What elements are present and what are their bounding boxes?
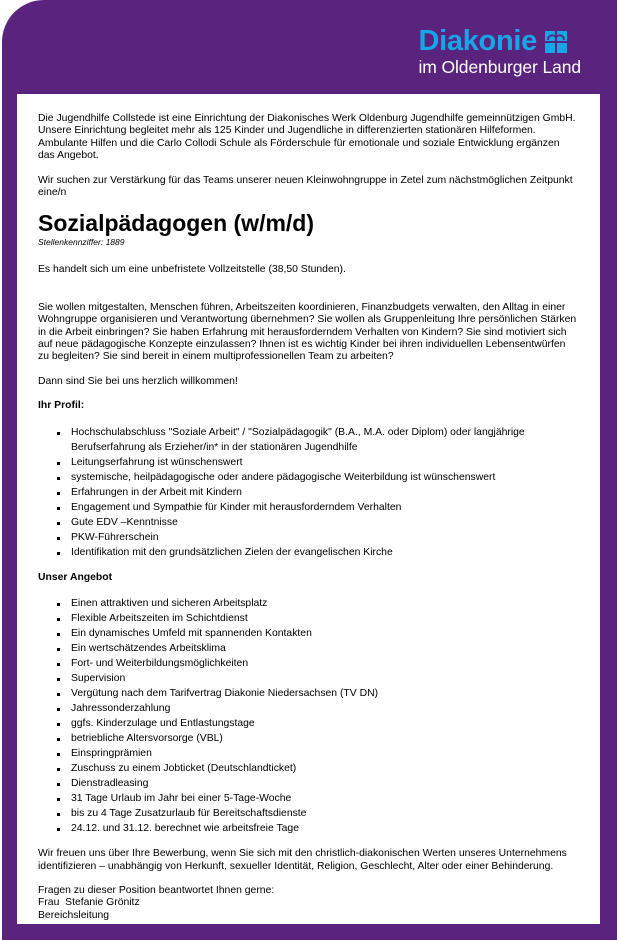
list-item: Leitungserfahrung ist wünschenswert	[71, 455, 579, 470]
employment-type: Es handelt sich um eine unbefristete Vollzeitstelle (38,50 Stunden).	[38, 264, 346, 276]
list-item: PKW-Führerschein	[71, 530, 579, 545]
list-item: 24.12. und 31.12. berechnet wie arbeitsfreie Tage	[71, 821, 579, 836]
list-item: Einspringprämien	[71, 746, 579, 761]
list-item: Fort- und Weiterbildungsmöglichkeiten	[71, 656, 579, 671]
contact-role: Bereichsleitung	[38, 909, 110, 921]
list-item: Erfahrungen in der Arbeit mit Kindern	[71, 485, 579, 500]
list-item: systemische, heilpädagogische oder andere pädagogische Weiterbildung ist wünschenswert	[71, 470, 579, 485]
diversity-statement: Wir freuen uns über Ihre Bewerbung, wenn Sie sich mit den christlich-diakonischen Werten unseres Unternehmens identifizieren – unabhängig von Herkunft, sexueller Identität, Religion, Geschlecht, Alter oder einer Behinderung.	[38, 848, 567, 872]
list-item: Gute EDV –Kenntnisse	[71, 515, 579, 530]
list-item: Einen attraktiven und sicheren Arbeitsplatz	[71, 596, 579, 611]
list-item: 31 Tage Urlaub im Jahr bei einer 5-Tage-Woche	[71, 791, 579, 806]
contact-name: Frau Stefanie Grönitz	[38, 897, 140, 909]
job-description: Sie wollen mitgestalten, Menschen führen, Arbeitszeiten koordinieren, Finanzbudgets verwalten, den Alltag in einer Wohngruppe organisieren und Verantwortung übernehmen? Sie wollen als Gruppenleitung Ihre persönlichen Stärken in die Arbeit einbringen? Sie haben Erfahrung mit herausforderndem Verhalten von Kindern? Sie sind motiviert sich auf neue pädagogische Konzepte einzulassen? Ihnen ist es wichtig Kinder bei ihren individuellen Lebensentwürfen zu begleiten? Sie sind bereit in einem multiprofessionellen Team zu arbeiten?	[38, 301, 577, 363]
profile-heading: Ihr Profil:	[38, 400, 85, 412]
list-item: ggfs. Kinderzulage und Entlastungstage	[71, 716, 579, 731]
intro-paragraph: Die Jugendhilfe Collstede ist eine Einrichtung der Diakonisches Werk Oldenburg Jugendhilfe gemeinnützigen GmbH. Unsere Einrichtung begleitet mehr als 125 Kinder und Jugendliche in differenzierten stationären Hilfeformen. Ambulante Hilfen und die Carlo Collodi Schule als Förderschule für emotionale und soziale Entwicklung ergänzen das Angebot.	[38, 113, 576, 162]
diakonie-cross-icon	[545, 31, 567, 53]
list-item: Hochschulabschluss "Soziale Arbeit" / "Sozialpädagogik" (B.A., M.A. oder Diplom) oder langjährige Berufserfahrung als Erzieher/in* in der stationären Jugendhilfe	[71, 425, 579, 455]
list-item: Ein dynamisches Umfeld mit spannenden Kontakten	[71, 626, 579, 641]
list-item: Vergütung nach dem Tarifvertrag Diakonie Niedersachsen (TV DN)	[71, 686, 579, 701]
search-paragraph: Wir suchen zur Verstärkung für das Teams unserer neuen Kleinwohngruppe in Zetel zum nächstmöglichen Zeitpunkt eine/n	[38, 174, 573, 199]
job-title: Sozialpädagogen (w/m/d)	[38, 210, 315, 237]
list-item: Engagement und Sympathie für Kinder mit herausforderndem Verhalten	[71, 500, 579, 515]
list-item: Ein wertschätzendes Arbeitsklima	[71, 641, 579, 656]
contact-intro: Fragen zu dieser Position beantwortet Ihnen gerne:	[38, 884, 275, 896]
profile-list	[38, 425, 579, 560]
job-posting-content	[17, 94, 600, 924]
list-item: betriebliche Altersvorsorge (VBL)	[71, 731, 579, 746]
offer-list	[38, 596, 579, 836]
welcome-text: Dann sind Sie bei uns herzlich willkommen!	[38, 375, 238, 387]
job-reference-number: Stellenkennziffer: 1889	[38, 237, 125, 248]
list-item: Supervision	[71, 671, 579, 686]
list-item: Jahressonderzahlung	[71, 701, 579, 716]
list-item: bis zu 4 Tage Zusatzurlaub für Bereitschaftsdienste	[71, 806, 579, 821]
diakonie-logo	[418, 27, 581, 77]
list-item: Dienstradleasing	[71, 776, 579, 791]
list-item: Flexible Arbeitszeiten im Schichtdienst	[71, 611, 579, 626]
logo-subtitle: im Oldenburger Land	[418, 57, 581, 77]
list-item: Zuschuss zu einem Jobticket (Deutschlandticket)	[71, 761, 579, 776]
offer-heading: Unser Angebot	[38, 571, 113, 583]
logo-title: Diakonie	[418, 25, 537, 57]
list-item: Identifikation mit den grundsätzlichen Zielen der evangelischen Kirche	[71, 545, 579, 560]
